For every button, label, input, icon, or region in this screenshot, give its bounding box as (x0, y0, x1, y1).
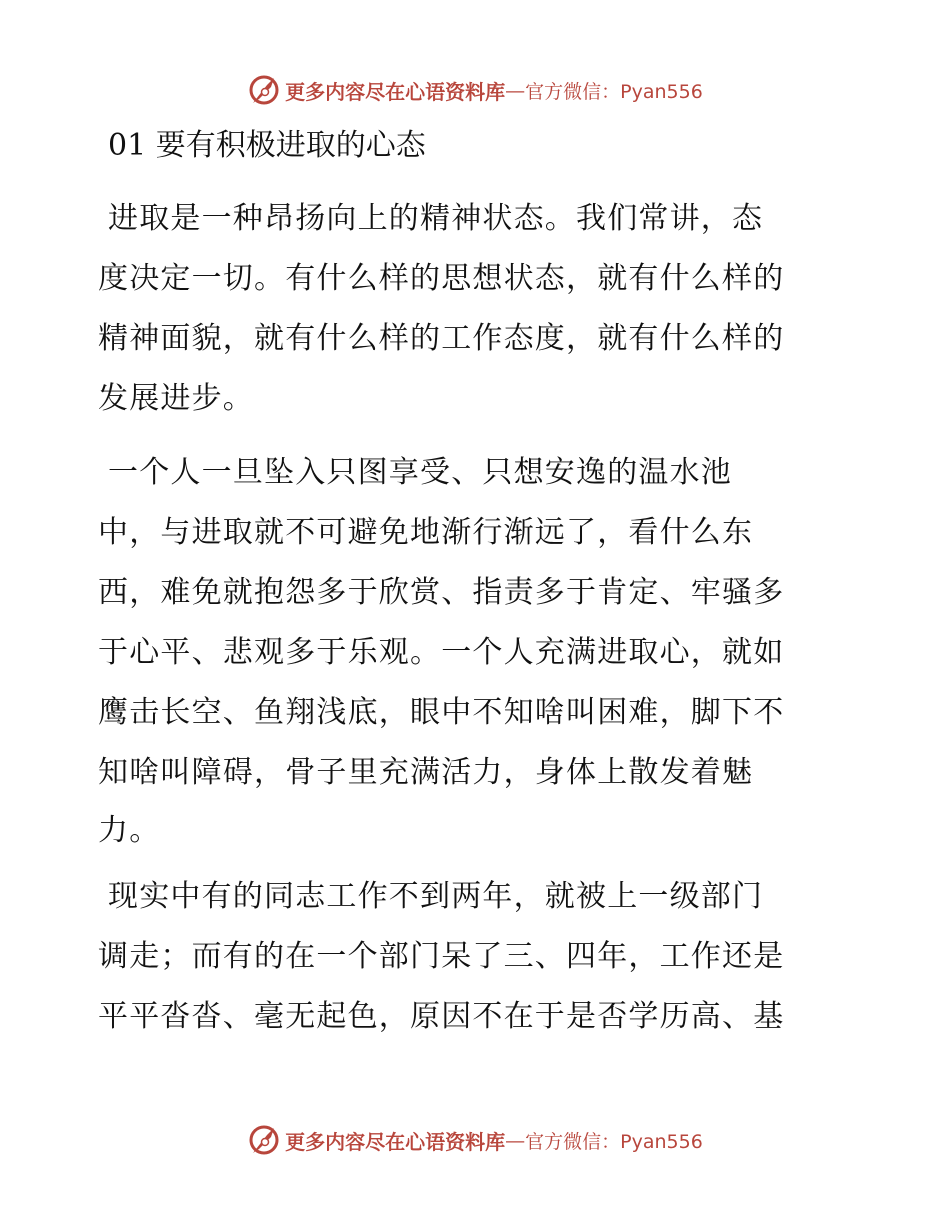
paragraph-2-line-7: 力。 (98, 813, 161, 848)
paragraph-2-line-4: 于心平、悲观多于乐观。一个人充满进取心，就如 (98, 635, 785, 670)
quill-pen-logo-icon (247, 73, 281, 107)
section-heading: 01 要有积极进取的心态 (108, 128, 426, 163)
banner-contact-text: 官方微信：Pyan556 (525, 1130, 703, 1153)
paragraph-1-line-3: 精神面貌，就有什么样的工作态度，就有什么样的 (98, 321, 785, 356)
banner-dash: — (505, 78, 526, 102)
paragraph-2-line-2: 中，与进取就不可避免地渐行渐远了，看什么东 (98, 515, 754, 550)
paragraph-1-line-2: 度决定一切。有什么样的思想状态，就有什么样的 (98, 261, 785, 296)
paragraph-3-line-1: 现实中有的同志工作不到两年，就被上一级部门 (108, 879, 764, 914)
footer-watermark-banner (0, 1120, 950, 1160)
banner-contact-text: 官方微信：Pyan556 (525, 80, 703, 103)
header-watermark-banner (0, 70, 950, 110)
paragraph-1-line-4: 发展进步。 (98, 381, 254, 416)
banner-dash: — (505, 1128, 526, 1152)
paragraph-2-line-1: 一个人一旦坠入只图享受、只想安逸的温水池 (108, 455, 732, 490)
paragraph-2-line-3: 西，难免就抱怨多于欣赏、指责多于肯定、牢骚多 (98, 575, 785, 610)
paragraph-1-line-1: 进取是一种昂扬向上的精神状态。我们常讲，态 (108, 201, 764, 236)
banner-brand-text: 更多内容尽在心语资料库 (285, 79, 506, 104)
paragraph-3-line-2: 调走；而有的在一个部门呆了三、四年，工作还是 (98, 939, 785, 974)
banner-brand-text: 更多内容尽在心语资料库 (285, 1129, 506, 1154)
quill-pen-logo-icon (247, 1123, 281, 1157)
paragraph-2-line-5: 鹰击长空、鱼翔浅底，眼中不知啥叫困难，脚下不 (98, 695, 785, 730)
paragraph-3-line-3: 平平沓沓、毫无起色，原因不在于是否学历高、基 (98, 999, 785, 1034)
paragraph-2-line-6: 知啥叫障碍，骨子里充满活力，身体上散发着魅 (98, 755, 754, 790)
